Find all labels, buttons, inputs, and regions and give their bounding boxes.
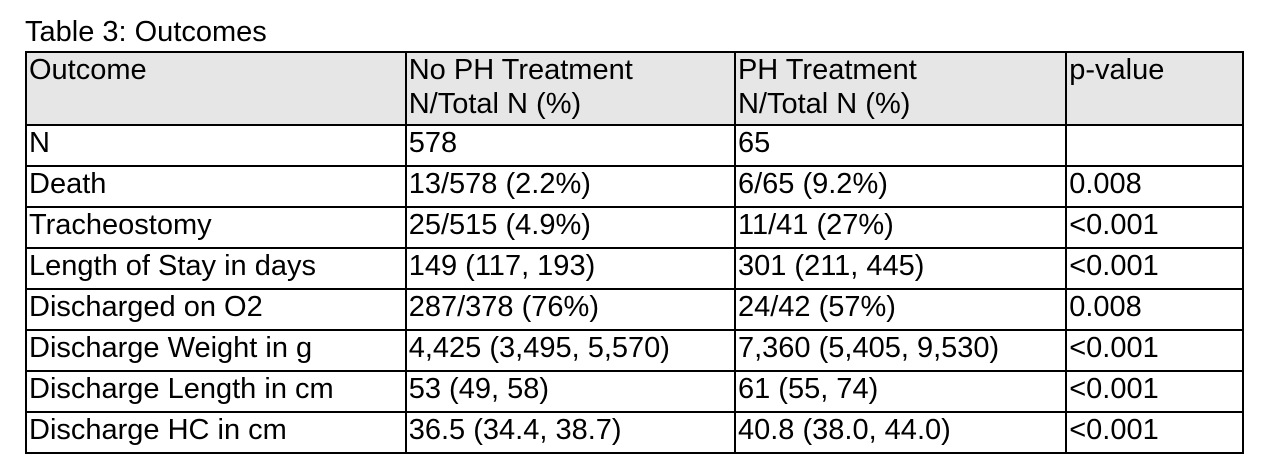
cell-no-ph-treatment: 25/515 (4.9%) — [406, 207, 735, 248]
cell-no-ph-treatment: 149 (117, 193) — [406, 248, 735, 289]
table-row — [26, 166, 1243, 207]
cell-p-value: 0.008 — [1066, 289, 1243, 330]
cell-outcome: Tracheostomy — [26, 207, 406, 248]
table-row — [26, 125, 1243, 166]
header-outcome: Outcome — [26, 52, 406, 125]
cell-ph-treatment: 301 (211, 445) — [735, 248, 1066, 289]
header-ph-subtitle: N/Total N (%) — [737, 88, 911, 120]
cell-p-value — [1066, 125, 1243, 166]
cell-no-ph-treatment: 578 — [406, 125, 735, 166]
cell-p-value: <0.001 — [1066, 371, 1243, 412]
table-row — [26, 207, 1243, 248]
cell-ph-treatment: 61 (55, 74) — [735, 371, 1066, 412]
table-row — [26, 289, 1243, 330]
cell-no-ph-treatment: 4,425 (3,495, 5,570) — [406, 330, 735, 371]
cell-p-value: <0.001 — [1066, 330, 1243, 371]
cell-p-value: <0.001 — [1066, 207, 1243, 248]
table-caption: Table 3: Outcomes — [25, 16, 267, 48]
cell-ph-treatment: 7,360 (5,405, 9,530) — [735, 330, 1066, 371]
header-no-ph-treatment — [406, 52, 735, 125]
cell-outcome: Discharge Weight in g — [26, 330, 406, 371]
header-no-ph-subtitle: N/Total N (%) — [408, 88, 582, 120]
cell-ph-treatment: 6/65 (9.2%) — [735, 166, 1066, 207]
cell-no-ph-treatment: 13/578 (2.2%) — [406, 166, 735, 207]
cell-ph-treatment: 40.8 (38.0, 44.0) — [735, 412, 1066, 453]
cell-outcome: Discharge HC in cm — [26, 412, 406, 453]
header-row — [26, 52, 1243, 125]
cell-no-ph-treatment: 287/378 (76%) — [406, 289, 735, 330]
header-no-ph-title: No PH Treatment — [408, 54, 633, 86]
cell-no-ph-treatment: 36.5 (34.4, 38.7) — [406, 412, 735, 453]
cell-ph-treatment: 11/41 (27%) — [735, 207, 1066, 248]
header-ph-treatment — [735, 52, 1066, 125]
header-p-value: p-value — [1066, 52, 1243, 125]
cell-ph-treatment: 24/42 (57%) — [735, 289, 1066, 330]
cell-outcome: Length of Stay in days — [26, 248, 406, 289]
cell-outcome: Discharge Length in cm — [26, 371, 406, 412]
cell-outcome: N — [26, 125, 406, 166]
cell-no-ph-treatment: 53 (49, 58) — [406, 371, 735, 412]
cell-outcome: Death — [26, 166, 406, 207]
table-row — [26, 248, 1243, 289]
table-row — [26, 371, 1243, 412]
cell-outcome: Discharged on O2 — [26, 289, 406, 330]
cell-p-value: <0.001 — [1066, 412, 1243, 453]
cell-p-value: <0.001 — [1066, 248, 1243, 289]
cell-p-value: 0.008 — [1066, 166, 1243, 207]
table-row — [26, 330, 1243, 371]
outcomes-table — [25, 51, 1244, 454]
header-ph-title: PH Treatment — [737, 54, 917, 86]
table-row — [26, 412, 1243, 453]
cell-ph-treatment: 65 — [735, 125, 1066, 166]
